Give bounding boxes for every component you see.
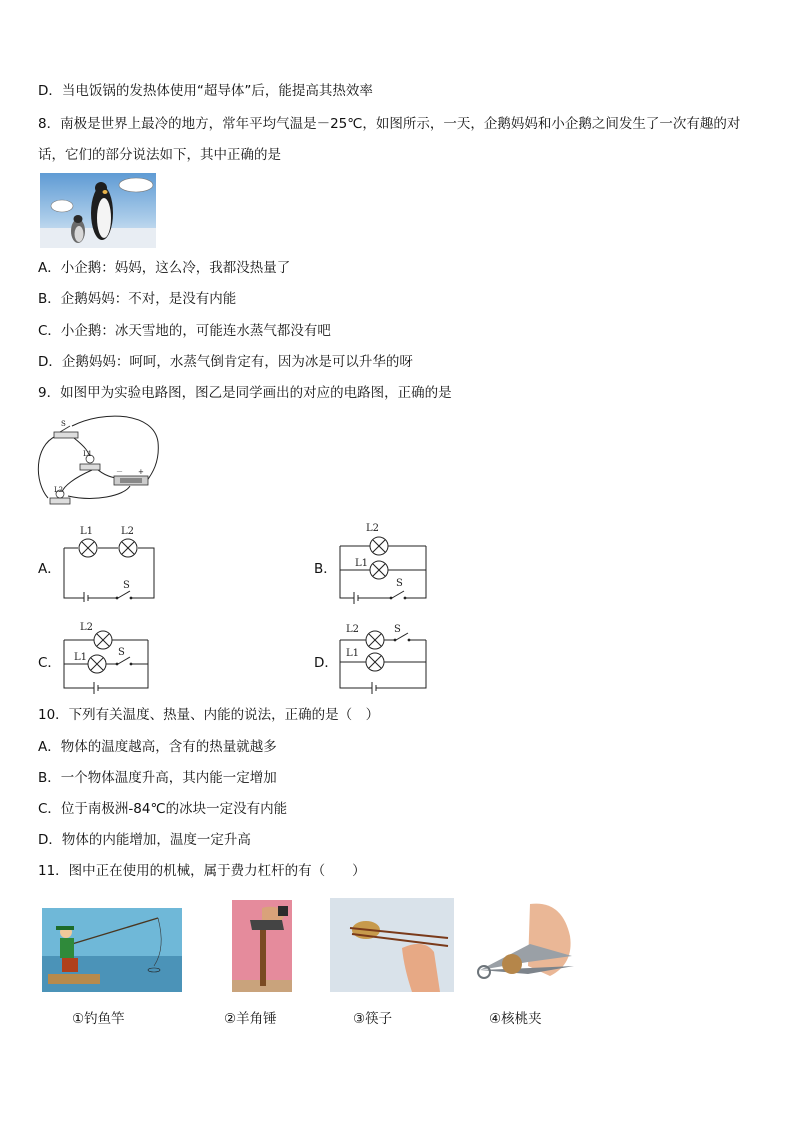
q8-stem-line2: 话，它们的部分说法如下，其中正确的是 — [38, 147, 281, 163]
q9-option-c-label: C． — [38, 655, 61, 671]
caption-nutcracker: ④核桃夹 — [489, 1011, 542, 1027]
q9-circuit-b — [336, 520, 432, 604]
q9-c-l2-label: L2 — [80, 622, 94, 633]
q9-c-l1-label: L1 — [74, 652, 88, 663]
penguin-image — [40, 173, 156, 248]
q8-option-c: C．小企鹅：冰天雪地的，可能连水蒸气都没有吧 — [38, 323, 331, 339]
q11-stem: 11．图中正在使用的机械，属于费力杠杆的有（ ） — [38, 863, 366, 879]
q8-option-b: B．企鹅妈妈：不对，是没有内能 — [38, 291, 237, 307]
q9-d-s-label: S — [394, 624, 401, 635]
q10-option-b: B．一个物体温度升高，其内能一定增加 — [38, 770, 277, 786]
q9-option-b-label: B． — [314, 561, 337, 577]
q9-option-a-label: A． — [38, 561, 61, 577]
q9-d-l2-label: L2 — [346, 624, 360, 635]
q8-option-d: D．企鹅妈妈：呵呵，水蒸气倒肯定有，因为冰是可以升华的呀 — [38, 354, 413, 370]
q10-option-d: D．物体的内能增加，温度一定升高 — [38, 832, 251, 848]
caption-fishing-rod: ①钓鱼竿 — [72, 1011, 125, 1027]
q9-c-s-label: S — [118, 647, 125, 658]
q10-option-a: A．物体的温度越高，含有的热量就越多 — [38, 739, 277, 755]
physical-l1-label: L1 — [83, 450, 93, 458]
q9-stem: 9．如图甲为实验电路图，图乙是同学画出的对应的电路图，正确的是 — [38, 385, 452, 401]
q7-option-d: D．当电饭锅的发热体使用“超导体”后，能提高其热效率 — [38, 83, 373, 99]
physical-plus-label: + — [138, 468, 144, 476]
chopsticks-image — [330, 898, 454, 992]
caption-chopsticks: ③筷子 — [353, 1011, 393, 1027]
q9-b-l1-label: L1 — [355, 558, 369, 569]
q9-circuit-c — [60, 618, 152, 694]
physical-switch-label: S — [61, 420, 66, 428]
q9-a-l2-label: L2 — [121, 526, 135, 537]
physical-minus-label: － — [116, 468, 123, 476]
q9-d-l1-label: L1 — [346, 648, 360, 659]
q9-option-d-label: D． — [314, 655, 338, 671]
q9-a-s-label: S — [123, 580, 130, 591]
q10-option-c: C．位于南极洲-84℃的冰块一定没有内能 — [38, 801, 288, 817]
q9-b-s-label: S — [396, 578, 403, 589]
nutcracker-image — [470, 896, 582, 992]
q9-circuit-a — [60, 520, 160, 602]
physical-l2-label: L2 — [54, 486, 64, 494]
q8-option-a: A．小企鹅：妈妈，这么冷，我都没热量了 — [38, 260, 291, 276]
physical-circuit-figure — [34, 412, 164, 508]
q9-a-l1-label: L1 — [80, 526, 94, 537]
q9-b-l2-label: L2 — [366, 523, 380, 534]
claw-hammer-image — [232, 900, 292, 992]
q10-stem: 10．下列有关温度、热量、内能的说法，正确的是（ ） — [38, 707, 380, 723]
caption-claw-hammer: ②羊角锤 — [224, 1011, 277, 1027]
q8-stem-line1: 8．南极是世界上最冷的地方，常年平均气温是－25℃，如图所示，一天，企鹅妈妈和小企鹅之间发生了一次有趣的对 — [38, 116, 741, 132]
q9-circuit-d — [336, 618, 432, 694]
fishing-rod-image — [42, 908, 182, 992]
